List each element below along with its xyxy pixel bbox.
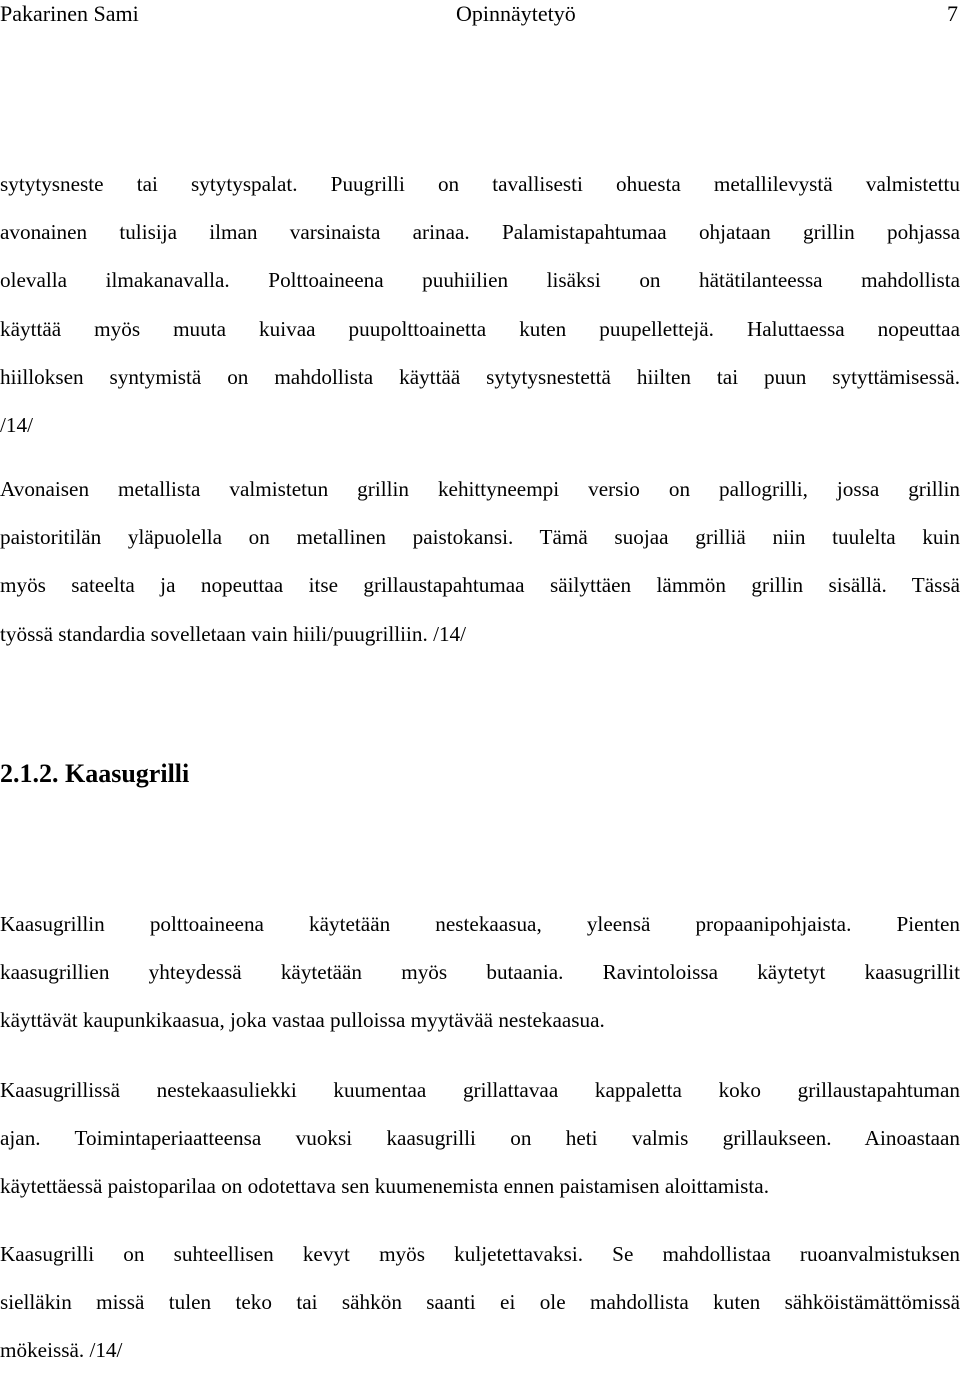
paragraph-3 xyxy=(0,900,960,1045)
paragraph-line: käyttää myös muuta kuivaa puupolttoainetta kuten puupellettejä. Haluttaessa nopeuttaa xyxy=(0,316,960,341)
paragraph-line: Kaasugrillissä nestekaasuliekki kuumentaa grillattavaa kappaletta koko grillaustapahtuman xyxy=(0,1078,960,1102)
paragraph-line: kaasugrillien yhteydessä käytetään myös butaania. Ravintoloissa käytetyt kaasugrillit xyxy=(0,960,960,985)
paragraph-line: /14/ xyxy=(0,412,33,437)
paragraph-line: hiilloksen syntymistä on mahdollista käyttää sytytysnestettä hiilten tai puun sytyttämisessä. xyxy=(0,364,960,389)
paragraph-line: sytytysneste tai sytytyspalat. Puugrilli on tavallisesti ohuesta metallilevystä valmistettu xyxy=(0,172,960,196)
paragraph-line: työssä standardia sovelletaan vain hiili/puugrilliin. /14/ xyxy=(0,621,467,646)
page-header xyxy=(0,0,960,32)
paragraph-1 xyxy=(0,160,960,449)
paragraph-line: Kaasugrillin polttoaineena käytetään nestekaasua, yleensä propaanipohjaista. Pienten xyxy=(0,912,960,936)
paragraph-line: avonainen tulisija ilman varsinaista arinaa. Palamistapahtumaa ohjataan grillin pohjassa xyxy=(0,220,960,245)
section-heading: 2.1.2. Kaasugrilli xyxy=(0,759,190,788)
paragraph-line: sielläkin missä tulen teko tai sähkön saanti ei ole mahdollista kuten sähköistämättömissä xyxy=(0,1290,960,1315)
paragraph-line: ajan. Toimintaperiaatteensa vuoksi kaasugrilli on heti valmis grillaukseen. Ainoastaan xyxy=(0,1126,960,1151)
paragraph-4 xyxy=(0,1066,960,1211)
header-document-title: Opinnäytetyö xyxy=(456,1,576,26)
paragraph-line: käyttävät kaupunkikaasua, joka vastaa pulloissa myytävää nestekaasua. xyxy=(0,1008,605,1033)
paragraph-5 xyxy=(0,1230,960,1375)
paragraph-2 xyxy=(0,465,960,658)
paragraph-line: mökeissä. /14/ xyxy=(0,1338,123,1363)
header-author: Pakarinen Sami xyxy=(0,1,139,26)
paragraph-line: myös sateelta ja nopeuttaa itse grillaustapahtumaa säilyttäen lämmön grillin sisällä. Tässä xyxy=(0,573,960,598)
paragraph-line: olevalla ilmakanavalla. Polttoaineena puuhiilien lisäksi on hätätilanteessa mahdollista xyxy=(0,268,960,293)
paragraph-line: käytettäessä paistoparilaa on odotettava sen kuumenemista ennen paistamisen aloittamista. xyxy=(0,1174,769,1199)
paragraph-line: Avonaisen metallista valmistetun grillin kehittyneempi versio on pallogrilli, jossa grillin xyxy=(0,477,960,501)
header-page-number: 7 xyxy=(947,1,958,26)
paragraph-line: Kaasugrilli on suhteellisen kevyt myös kuljetettavaksi. Se mahdollistaa ruoanvalmistuksen xyxy=(0,1242,960,1266)
paragraph-line: paistoritilän yläpuolella on metallinen paistokansi. Tämä suojaa grilliä niin tuulelta kuin xyxy=(0,525,960,550)
